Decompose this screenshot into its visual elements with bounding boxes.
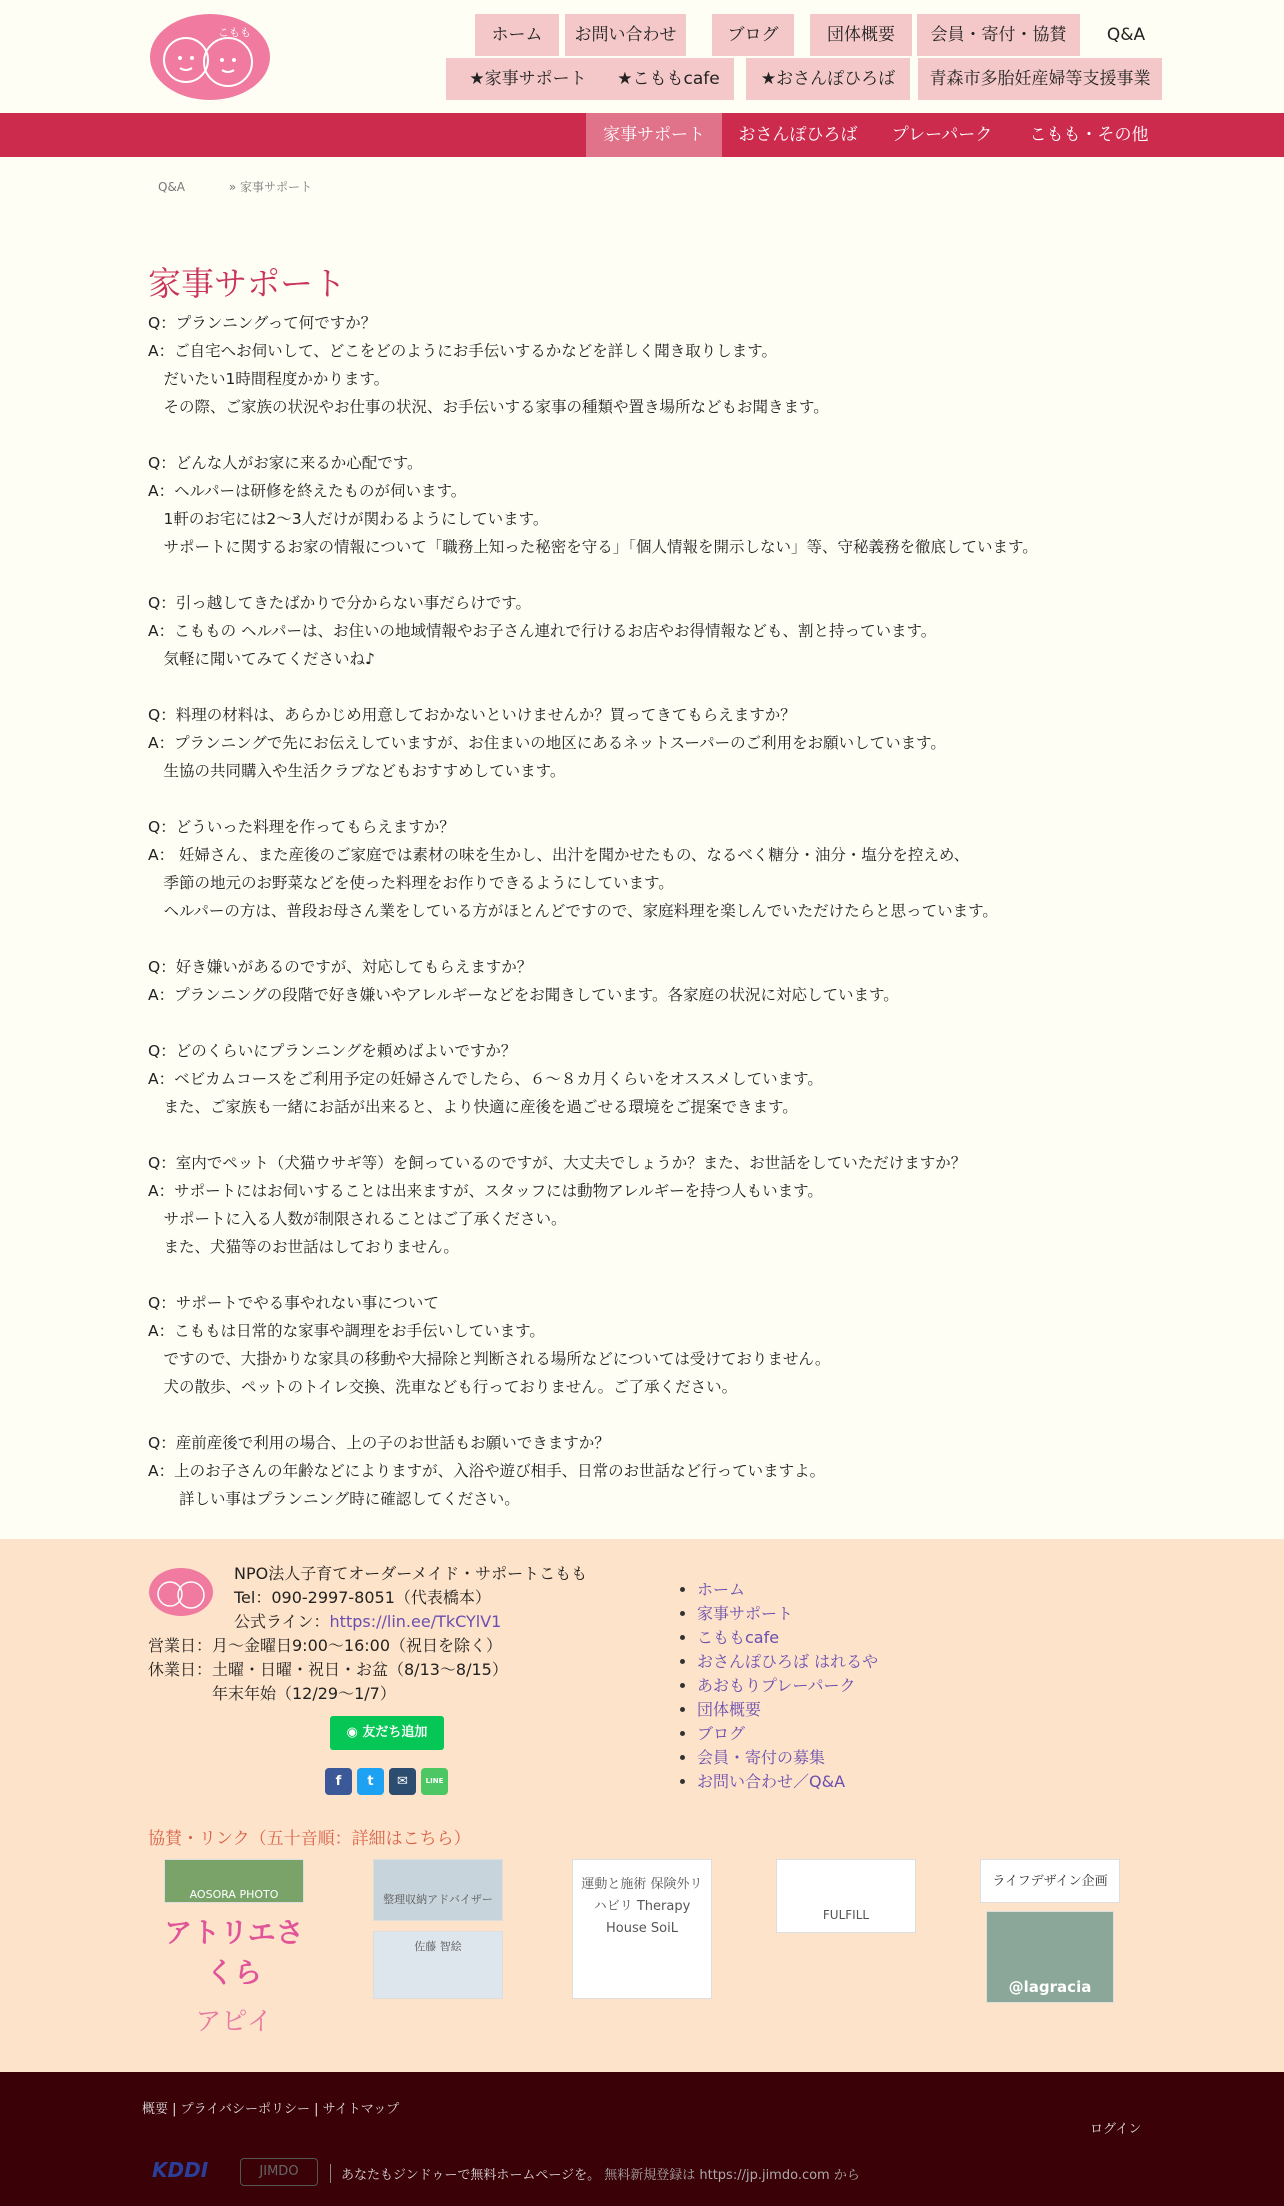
topnav-about[interactable]: 団体概要 <box>810 14 912 56</box>
qa-answer-cont: また、犬猫等のお世話はしておりません。 <box>148 1238 459 1256</box>
qa-answer-cont: 犬の散歩、ペットのトイレ交換、洗車なども行っておりません。ご了承ください。 <box>148 1378 738 1396</box>
sponsor-heading[interactable]: 協賛・リンク（五十音順：詳細はこちら） <box>148 1829 471 1849</box>
footer-link-item <box>697 1650 878 1674</box>
qa-spacer <box>148 785 1148 813</box>
holidays-newyear: 年末年始（12/29〜1/7） <box>212 1684 396 1703</box>
twitter-share-icon[interactable]: t <box>357 1768 384 1795</box>
qa-answer-cont: また、ご家族も一緒にお話が出来ると、より快適に産後を過ごせる環境をご提案できます。 <box>148 1098 798 1116</box>
qa-spacer <box>148 925 1148 953</box>
sponsor-sato[interactable]: 佐藤 智絵 <box>373 1931 503 1999</box>
site-logo[interactable] <box>148 12 272 102</box>
subnav-other[interactable]: こもも・その他 <box>1029 125 1149 145</box>
business-hours: 営業日：月〜金曜日9:00〜16:00（祝日を除く） <box>148 1636 503 1655</box>
page-title: 家事サポート <box>148 264 346 303</box>
mail-share-icon[interactable]: ✉ <box>389 1768 416 1795</box>
subnav-housework[interactable]: 家事サポート <box>586 113 722 157</box>
site-footer <box>0 1539 1284 2072</box>
line-url-link[interactable]: https://lin.ee/TkCYlV1 <box>329 1612 502 1631</box>
login-link[interactable]: ログイン <box>1090 2122 1142 2137</box>
qa-answer-cont: 生協の共同購入や生活クラブなどもおすすめしています。 <box>148 762 566 780</box>
topnav-blog[interactable]: ブログ <box>712 14 794 56</box>
qa-answer-cont: 気軽に聞いてみてくださいね♪ <box>148 650 375 668</box>
qa-question: Q：産前産後で利用の場合、上の子のお世話もお願いできますか？ <box>148 1434 610 1452</box>
org-name: NPO法人子育てオーダーメイド・サポートこもも <box>234 1564 588 1583</box>
sponsor-soil[interactable]: 運動と施術 保険外リハビリ Therapy House SoiL <box>572 1859 712 1999</box>
sponsor-lagracia[interactable]: @lagracia <box>986 1911 1114 2003</box>
subnav-walk[interactable]: おさんぽひろば <box>738 125 858 145</box>
footer-link[interactable]: 家事サポート <box>697 1604 794 1623</box>
qa-question: Q：プランニングって何ですか？ <box>148 314 377 332</box>
qa-question: Q：どのくらいにプランニングを頼めばよいですか？ <box>148 1042 517 1060</box>
breadcrumb-qa[interactable]: Q&A <box>158 180 186 194</box>
breadcrumb <box>158 178 352 195</box>
footer-link-item <box>697 1674 878 1698</box>
qa-question: Q：引っ越してきたばかりで分からない事だらけです。 <box>148 594 531 612</box>
footer-link[interactable]: ホーム <box>697 1580 746 1599</box>
qa-answer: A：プランニングの段階で好き嫌いやアレルギーなどをお聞きしています。各家庭の状況に対応しています。 <box>148 986 899 1004</box>
qa-spacer <box>148 421 1148 449</box>
qa-answer: A：上のお子さんの年齢などによりますが、入浴や遊び相手、日常のお世話など行っていますよ。 <box>148 1462 826 1480</box>
legal-links[interactable]: 概要 | プライバシーポリシー | サイトマップ <box>142 2102 400 2117</box>
qa-answer-cont: だいたい1時間程度かかります。 <box>148 370 390 388</box>
footer-link[interactable]: 会員・寄付の募集 <box>697 1748 826 1767</box>
sponsor-organizer[interactable]: 整理収納アドバイザー <box>373 1859 503 1921</box>
sub-navigation <box>0 113 1284 157</box>
jimdo-promo[interactable]: あなたもジンドゥーで無料ホームページを。 無料新規登録は https://jp.jimdo.com から <box>330 2164 860 2183</box>
org-line: 公式ライン：https://lin.ee/TkCYlV1 <box>234 1612 502 1631</box>
footer-link[interactable]: こももcafe <box>697 1628 780 1647</box>
footer-link-item <box>697 1698 878 1722</box>
bottom-bar <box>0 2072 1284 2206</box>
qa-answer: A：ベビカムコースをご利用予定の妊婦さんでしたら、６〜８カ月くらいをオススメしています。 <box>148 1070 823 1088</box>
footer-link-item <box>697 1746 878 1770</box>
qa-spacer <box>148 673 1148 701</box>
sponsor-lifedesign[interactable]: ライフデザイン企画 <box>980 1859 1120 1903</box>
footer-link-item <box>697 1722 878 1746</box>
jimdo-logo[interactable]: JIMDO <box>240 2158 318 2186</box>
qa-answer-cont: 季節の地元のお野菜などを使った料理をお作りできるようにしています。 <box>148 874 674 892</box>
qa-question: Q：料理の材料は、あらかじめ用意しておかないといけませんか？買ってきてもらえますか？ <box>148 706 796 724</box>
footer-link[interactable]: あおもりプレーパーク <box>697 1676 856 1695</box>
qa-answer: A：こももは日常的な家事や調理をお手伝いしています。 <box>148 1322 545 1340</box>
qa-answer: A：こももの ヘルパーは、お住いの地域情報やお子さん連れで行けるお店やお得情報なども、割と持っています。 <box>148 622 937 640</box>
topnav-multiple-birth[interactable]: 青森市多胎妊産婦等支援事業 <box>918 58 1162 100</box>
breadcrumb-current: » 家事サポート <box>228 180 313 194</box>
sponsor-aosora[interactable]: AOSORA PHOTO <box>164 1859 304 1903</box>
qa-answer-cont: ヘルパーの方は、普段お母さん業をしている方がほとんどですので、家庭料理を楽しんでいただけたらと思っています。 <box>148 902 998 920</box>
topnav-contact[interactable]: お問い合わせ <box>565 14 686 56</box>
qa-answer-cont: サポートに関するお家の情報について「職務上知った秘密を守る」「個人情報を開示しない」等、守秘義務を徹底しています。 <box>148 538 1038 556</box>
qa-question: Q：どんな人がお家に来るか心配です。 <box>148 454 423 472</box>
subnav-playpark[interactable]: プレーパーク <box>891 125 993 145</box>
qa-spacer <box>148 1121 1148 1149</box>
qa-answer-cont: ですので、大掛かりな家具の移動や大掃除と判断される場所などについては受けておりません。 <box>148 1350 831 1368</box>
qa-answer-cont: 1軒のお宅には2〜3人だけが関わるようにしています。 <box>148 510 549 528</box>
footer-link-item <box>697 1602 878 1626</box>
qa-question: Q：好き嫌いがあるのですが、対応してもらえますか？ <box>148 958 533 976</box>
footer-link[interactable]: おさんぽひろば はれるや <box>697 1652 879 1671</box>
footer-link[interactable]: ブログ <box>697 1724 746 1743</box>
qa-question: Q：どういった料理を作ってもらえますか？ <box>148 818 455 836</box>
topnav-cafe[interactable]: ★こももcafe <box>603 58 734 100</box>
org-tel: Tel：090-2997-8051（代表橋本） <box>234 1588 491 1607</box>
qa-answer: A：サポートにはお伺いすることは出来ますが、スタッフには動物アレルギーを持つ人もいます。 <box>148 1182 823 1200</box>
line-icon: ◉ <box>346 1725 363 1740</box>
qa-spacer <box>148 1401 1148 1429</box>
qa-answer-cont: 詳しい事はプランニング時に確認してください。 <box>148 1490 520 1508</box>
footer-link[interactable]: お問い合わせ／Q&A <box>697 1772 846 1791</box>
qa-answer: A：ヘルパーは研修を終えたものが伺います。 <box>148 482 467 500</box>
sponsor-fulfill[interactable]: FULFILL <box>776 1859 916 1933</box>
holidays: 休業日：土曜・日曜・祝日・お盆（8/13〜8/15） <box>148 1660 508 1679</box>
qa-spacer <box>148 1009 1148 1037</box>
qa-answer-cont: サポートに入る人数が制限されることはご了承ください。 <box>148 1210 567 1228</box>
footer-info <box>148 1562 587 1706</box>
topnav-qa[interactable]: Q&A <box>1106 25 1146 45</box>
footer-link[interactable]: 団体概要 <box>697 1700 762 1719</box>
topnav-housework[interactable]: ★家事サポート <box>446 58 610 100</box>
qa-answer: A： 妊婦さん、また産後のご家庭では素材の味を生かし、出汁を聞かせたもの、なるべく糖分・油分・塩分を控えめ、 <box>148 846 970 864</box>
sponsor-atelier-sakura[interactable]: アトリエさくら <box>164 1916 304 1989</box>
qa-spacer <box>148 561 1148 589</box>
footer-links <box>675 1578 878 1794</box>
qa-answer-cont: その際、ご家族の状況やお仕事の状況、お手伝いする家事の種類や置き場所などもお聞きます。 <box>148 398 829 416</box>
qa-answer: A：ご自宅へお伺いして、どこをどのようにお手伝いするかなどを詳しく聞き取りします。 <box>148 342 778 360</box>
line-share-icon[interactable]: LINE <box>421 1768 448 1795</box>
footer-link-item <box>697 1770 878 1794</box>
kddi-logo: KDDI <box>152 2158 209 2182</box>
topnav-walk[interactable]: ★おさんぽひろば <box>746 58 910 100</box>
qa-answer: A：プランニングで先にお伝えしていますが、お住まいの地区にあるネットスーパーのご利用をお願いしています。 <box>148 734 946 752</box>
footer-link-item <box>697 1626 878 1650</box>
facebook-share-icon[interactable]: f <box>325 1768 352 1795</box>
topnav-membership[interactable]: 会員・寄付・協賛 <box>917 14 1080 56</box>
qa-content <box>148 309 1148 1513</box>
svg-text:こもも: こもも <box>218 26 251 39</box>
sponsor-apii[interactable]: アピイ <box>195 2007 273 2037</box>
line-add-friend-button[interactable]: ◉ 友だち追加 <box>330 1716 444 1750</box>
topnav-home[interactable]: ホーム <box>475 14 559 56</box>
footer-link-item <box>697 1578 878 1602</box>
site-header <box>0 0 1284 113</box>
qa-spacer <box>148 1261 1148 1289</box>
qa-question: Q：サポートでやる事やれない事について <box>148 1294 439 1312</box>
qa-question: Q：室内でペット（犬猫ウサギ等）を飼っているのですが、大丈夫でしょうか？また、お世話をしていただけますか？ <box>148 1154 967 1172</box>
